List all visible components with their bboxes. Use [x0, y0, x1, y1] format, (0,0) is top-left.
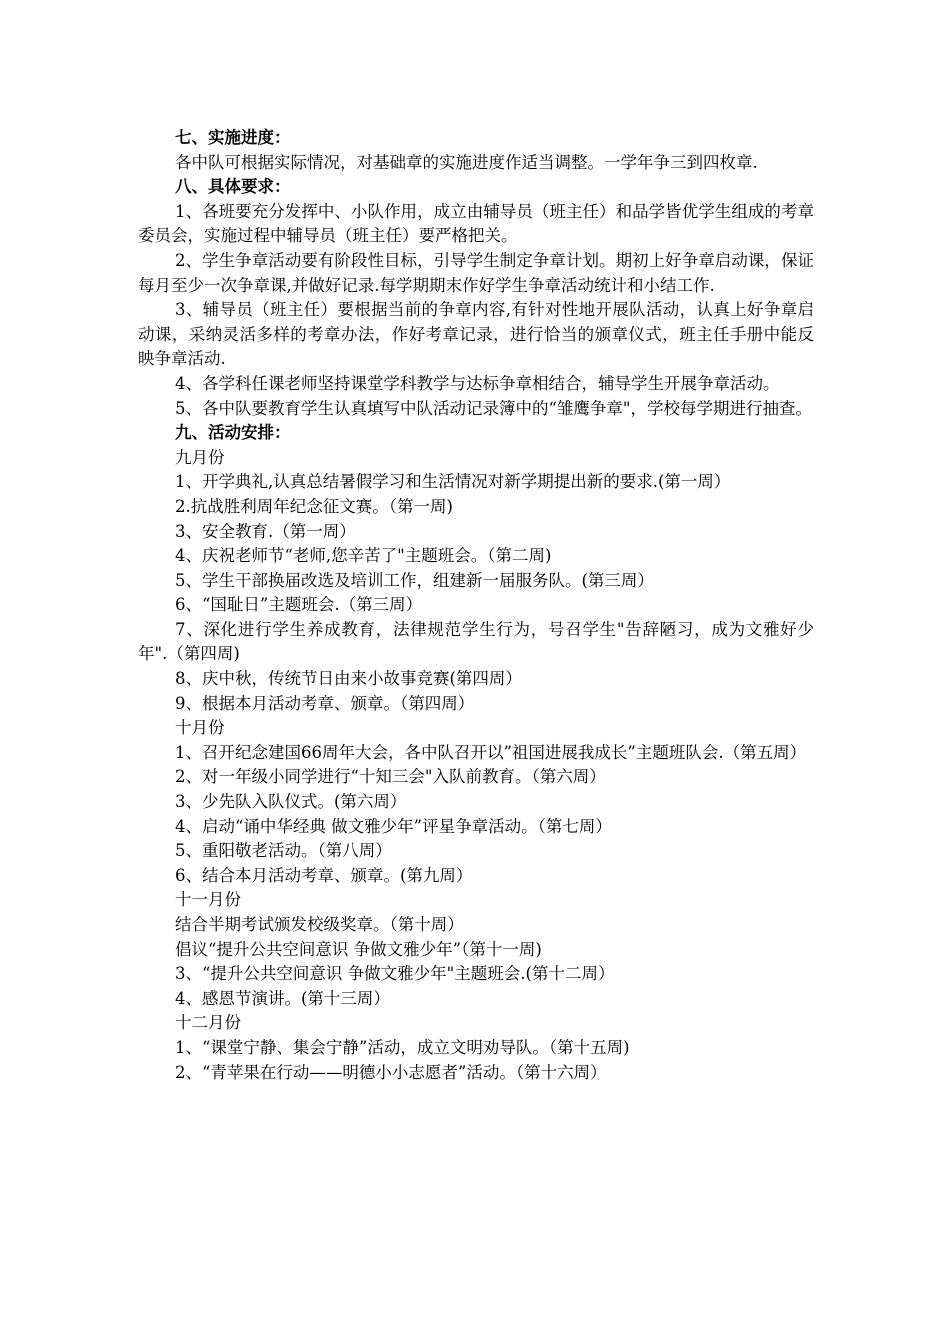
month-label: 十一月份	[175, 890, 241, 910]
requirement-item: 4、各学科任课老师坚持课堂学科教学与达标争章相结合，辅导学生开展争章活动。	[175, 373, 780, 393]
activity-item: 9、根据本月活动考章、颁章。（第四周）	[175, 693, 475, 713]
activity-item: 3、少先队入队仪式。(第六周）	[175, 792, 407, 812]
activity-item: 1、开学典礼,认真总结暑假学习和生活情况对新学期提出新的要求.(第一周）	[175, 472, 731, 492]
activity-item: 5、学生干部换届改选及培训工作，组建新一届服务队。(第三周）	[175, 570, 654, 590]
activity-item: 1、“课堂宁静、集会宁静”活动，成立文明劝导队。（第十五周)	[175, 1037, 630, 1057]
requirement-item: 5、各中队要教育学生认真填写中队活动记录簿中的“雏鹰争章"，学校每学期进行抽查。	[175, 398, 813, 418]
activity-item: 4、庆祝老师节“老师,您辛苦了"主题班会。（第二周)	[175, 546, 552, 566]
month-label: 十月份	[175, 718, 225, 738]
requirement-item: 2、学生争章活动要有阶段性目标，引导学生制定争章计划。期初上好争章启动课，保证每月至少一次争章课,并做好记录.每学期期末作好学生争章活动统计和小结工作.	[138, 250, 814, 295]
activity-item: 6、“国耻日”主题班会.（第三周）	[175, 595, 423, 615]
requirement-item: 1、各班要充分发挥中、小队作用，成立由辅导员（班主任）和品学皆优学生组成的考章委员会，实施过程中辅导员（班主任）要严格把关。	[138, 201, 814, 246]
requirement-item: 3、辅导员（班主任）要根据当前的争章内容,有针对性地开展队活动，认真上好争章启动课，采纳灵活多样的考章办法，作好考章记录，进行恰当的颁章仪式，班主任手册中能反映争章活动.	[138, 300, 814, 369]
activity-item: 5、重阳敬老活动。（第八周）	[175, 841, 392, 861]
section-heading-progress: 七、实施进度：	[175, 128, 291, 147]
document-page	[138, 126, 814, 1085]
activity-item: 结合半期考试颁发校级奖章。（第十周）	[175, 915, 464, 934]
paragraph: 各中队可根据实际情况，对基础章的实施进度作适当调整。一学年争三到四枚章.	[175, 152, 758, 172]
activity-item: 4、启动“诵中华经典 做文雅少年”评星争章活动。（第七周）	[175, 816, 612, 836]
activity-item: 8、庆中秋，传统节日由来小故事竞赛(第四周）	[175, 669, 522, 689]
activity-item: 3、“提升公共空间意识 争做文雅少年"主题班会.(第十二周）	[175, 964, 615, 984]
activity-item: 2.抗战胜利周年纪念征文赛。（第一周)	[175, 496, 453, 516]
month-label: 十二月份	[175, 1013, 241, 1033]
activity-item: 6、结合本月活动考章、颁章。(第九周）	[175, 865, 473, 885]
section-heading-schedule: 九、活动安排：	[175, 423, 291, 443]
activity-item: 1、召开纪念建国66周年大会，各中队召开以”祖国进展我成长”主题班队会.（第五周）	[175, 742, 807, 762]
activity-item: 倡议“提升公共空间意识 争做文雅少年”（第十一周)	[175, 939, 542, 959]
activity-item: 7、深化进行学生养成教育，法律规范学生行为，号召学生"告辞陋习，成为文雅好少年".（第四周)	[138, 619, 814, 664]
month-label: 九月份	[175, 447, 225, 467]
activity-item: 3、安全教育.（第一周）	[175, 521, 356, 541]
activity-item: 4、感恩节演讲。(第十三周）	[175, 988, 390, 1008]
activity-item: 2、“青苹果在行动——明德小小志愿者”活动。（第十六周）	[175, 1062, 607, 1082]
activity-item: 2、对一年级小同学进行“十知三会"入队前教育。（第六周）	[175, 767, 606, 787]
section-heading-requirements: 八、具体要求：	[175, 177, 291, 197]
